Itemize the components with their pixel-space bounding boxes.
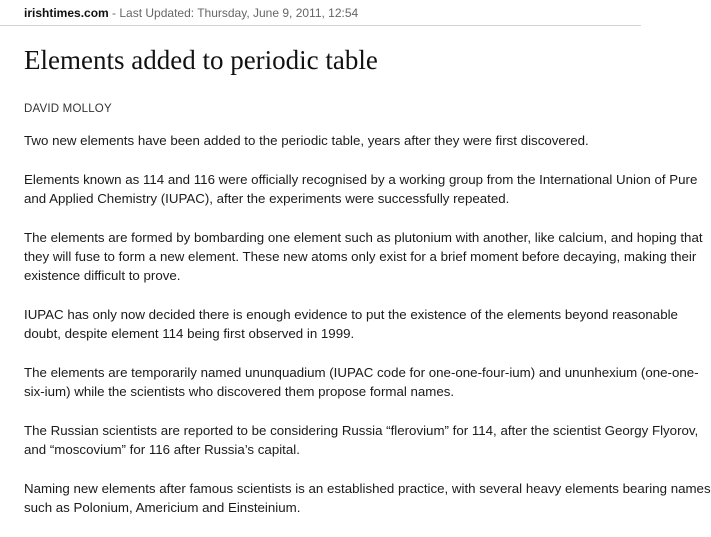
paragraph-line: The Russian scientists are reported to be considering Russia “flerovium” for 114, after the scientist Georgy Flyorov, <box>24 423 699 438</box>
paragraph-line: existence difficult to prove. <box>24 268 181 283</box>
article-paragraph <box>24 421 699 459</box>
paragraph-line: doubt, despite element 114 being first observed in 1999. <box>24 326 355 341</box>
paragraph-line: The elements are temporarily named ununquadium (IUPAC code for one-one-four-ium) and ununhexium (one-one- <box>24 365 699 380</box>
article-paragraph <box>24 131 639 150</box>
paragraph-line: six-ium) while the scientists who discovered them propose formal names. <box>24 384 455 399</box>
paragraph-line: The elements are formed by bombarding one element such as plutonium with another, like calcium, and hoping that <box>24 230 703 245</box>
article-paragraph <box>24 363 699 401</box>
article-paragraph <box>24 228 703 285</box>
site-header-bar <box>0 0 641 26</box>
paragraph-line: Elements known as 114 and 116 were officially recognised by a working group from the International Union of Pure <box>24 172 698 187</box>
article-body <box>24 131 711 537</box>
paragraph-line: Two new elements have been added to the periodic table, years after they were first discovered. <box>24 133 589 148</box>
article-paragraph <box>24 479 711 517</box>
article-title: Elements added to periodic table <box>24 45 378 75</box>
paragraph-line: and Applied Chemistry (IUPAC), after the experiments were successfully repeated. <box>24 191 510 206</box>
paragraph-line: such as Polonium, Americium and Einsteinium. <box>24 500 301 515</box>
paragraph-line: they will fuse to form a new element. These new atoms only exist for a brief moment before decaying, making their <box>24 249 697 264</box>
site-name-link[interactable]: irishtimes.com <box>24 6 109 20</box>
header-separator: - <box>108 6 120 20</box>
paragraph-line: IUPAC has only now decided there is enough evidence to put the existence of the elements beyond reasonable <box>24 307 678 322</box>
article-byline: DAVID MOLLOY <box>24 103 112 115</box>
paragraph-line: Naming new elements after famous scientists is an established practice, with several heavy elements bearing names <box>24 481 711 496</box>
article-paragraph <box>24 170 698 208</box>
article-paragraph <box>24 305 678 343</box>
last-updated-text: Last Updated: Thursday, June 9, 2011, 12:54 <box>119 6 359 20</box>
paragraph-line: and “moscovium” for 116 after Russia’s capital. <box>24 442 300 457</box>
